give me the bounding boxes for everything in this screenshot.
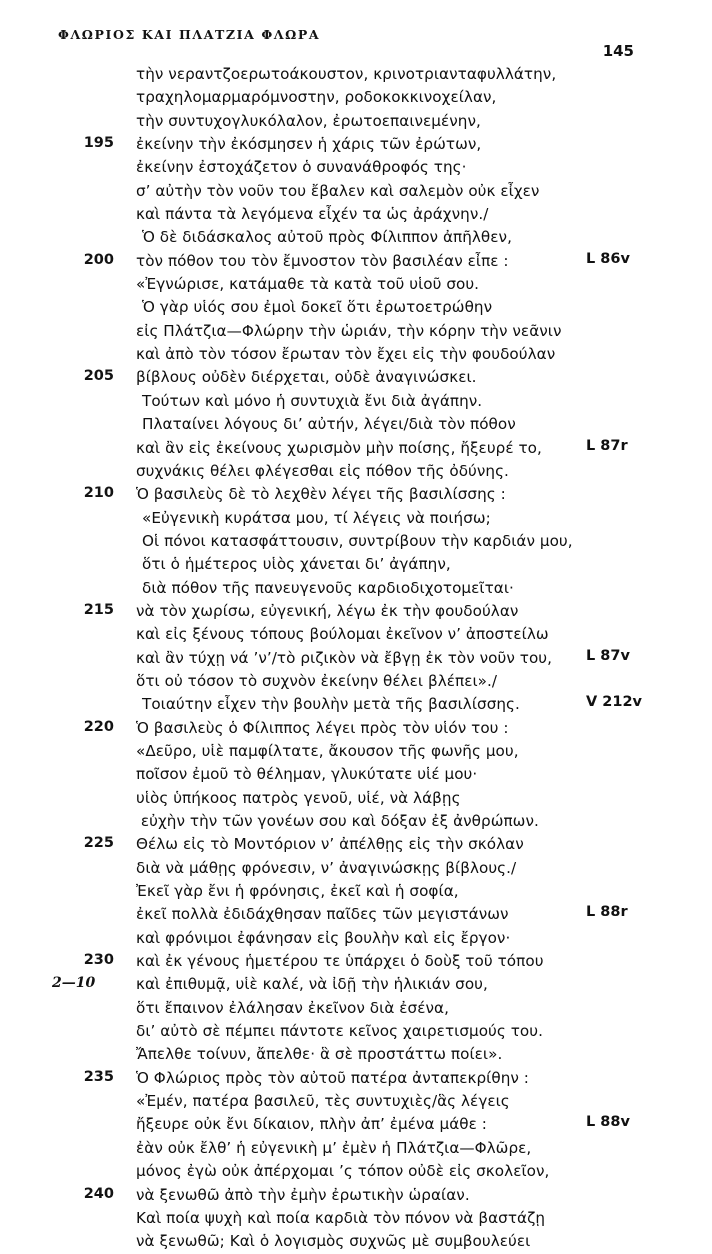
verse-line: [0, 950, 712, 973]
verse-text: καὶ ἂν τύχῃ νά ’ν’/τὸ ριζικὸν νὰ ἔβγῃ ἐκ τὸν νοῦν του,: [136, 648, 553, 667]
verse-text: τὸν πόθον του τὸν ἔμνοστον τὸν βασιλέαν εἶπε :: [136, 251, 509, 270]
verse-line: [0, 250, 712, 273]
verse-text: καὶ ἐκ γένους ἡμετέρου τε ὑπάρχει ὁ δοὺξ τοῦ τόπου: [136, 952, 544, 971]
verse-line: [0, 110, 712, 133]
verse-text: καὶ ἐπιθυμᾷ, υἱὲ καλέ, νὰ ἰδῇ τὴν ἡλικιάν σου,: [136, 975, 488, 994]
verse-line: [0, 226, 712, 249]
verse-text: σ’ αὐτὴν τὸν νοῦν του ἔβαλεν καὶ σαλεμὸν οὐκ εἶχεν: [136, 181, 540, 200]
verse-text: τὴν συντυχογλυκόλαλον, ἐρωτοεπαινεμένην,: [136, 111, 481, 130]
verse-text: υἱὸς ὑπήκοος πατρὸς γενοῦ, υἱέ, νὰ λάβῃς: [136, 788, 461, 807]
verse-text: νὰ ξενωθῶ ἀπὸ τὴν ἐμὴν ἐρωτικὴν ὡραίαν.: [136, 1185, 470, 1204]
manuscript-siglum: V 212v: [586, 694, 642, 711]
verse-text: διὰ πόθον τῆς πανευγενοῦς καρδιοδιχοτομεῖται·: [142, 578, 514, 597]
verse-text: Ὁ βασιλεὺς ὁ Φίλιππος λέγει πρὸς τὸν υἱόν του :: [136, 718, 509, 737]
verse-line: [0, 647, 712, 670]
verse-line: [0, 1067, 712, 1090]
verse-line: [0, 670, 712, 693]
verse-line: [0, 320, 712, 343]
manuscript-siglum: L 88r: [586, 904, 628, 921]
line-number: 220: [83, 718, 114, 735]
verse-text: ὅτι οὐ τόσον τὸ συχνὸν ἐκείνην θέλει βλέπει»./: [136, 671, 498, 690]
verse-line: [0, 903, 712, 926]
line-number: 225: [83, 835, 114, 852]
verse-line: [0, 1230, 712, 1253]
verse-text: ἐκεῖ πολλὰ ἐδιδάχθησαν παῖδες τῶν μεγιστάνων: [136, 905, 509, 924]
verse-line: [0, 973, 712, 996]
verse-text: Ἄπελθε τοίνυν, ἄπελθε· ἃ σὲ προστάττω ποίει».: [136, 1045, 503, 1064]
verse-text: ἐκείνην τὴν ἐκόσμησεν ἡ χάρις τῶν ἐρώτων,: [136, 135, 482, 154]
verse-text: καὶ φρόνιμοι ἐφάνησαν εἰς βουλὴν καὶ εἰς ἔργον·: [136, 928, 511, 947]
verse-line: [0, 63, 712, 86]
line-number: 235: [83, 1068, 114, 1085]
verse-line: [0, 483, 712, 506]
verse-line: [0, 1043, 712, 1066]
verse-line: [0, 460, 712, 483]
verse-text: συχνάκις θέλει φλέγεσθαι εἰς πόθον τῆς ὀδύνης.: [136, 461, 509, 480]
verse-line: [0, 156, 712, 179]
verse-line: [0, 1207, 712, 1230]
verse-text: τραχηλομαρμαρόμνοστην, ροδοκοκκινοχείλαν,: [136, 88, 497, 107]
verse-text: καὶ πάντα τὰ λεγόμενα εἶχέν τα ὡς ἀράχνην./: [136, 205, 489, 224]
verse-text: Πλαταίνει λόγους δι’ αὐτήν, λέγει/διὰ τὸν πόθον: [142, 415, 516, 434]
verse-line: [0, 1184, 712, 1207]
verse-text: τὴν νεραντζοερωτοάκουστον, κρινοτριανταφυλλάτην,: [136, 65, 557, 83]
line-number: 205: [83, 368, 114, 385]
verse-text: διὰ νὰ μάθῃς φρόνεσιν, ν’ ἀναγινώσκῃς βίβλους./: [136, 858, 517, 877]
verse-text: «Ἐμέν, πατέρα βασιλεῦ, τὲς συντυχιὲς/ἃς λέγεις: [136, 1092, 510, 1111]
verse-line: [0, 507, 712, 530]
verse-text: «Ἐγνώρισε, κατάμαθε τὰ κατὰ τοῦ υἱοῦ σου.: [136, 275, 480, 294]
verse-line: [0, 413, 712, 436]
verse-text: μόνος ἐγὼ οὐκ ἀπέρχομαι ’ς τόπον οὐδὲ εἰς σκολεῖον,: [136, 1162, 550, 1181]
page-number: 145: [602, 42, 634, 60]
verse-line: [0, 180, 712, 203]
line-number: 210: [83, 485, 114, 502]
verse-text: νὰ ξενωθῶ; Καὶ ὁ λογισμὸς συχνῶς μὲ συμβουλεύει: [136, 1232, 531, 1251]
line-number: 230: [83, 952, 114, 969]
manuscript-siglum: L 88v: [586, 1114, 630, 1131]
line-number: 195: [83, 135, 114, 152]
manuscript-siglum: L 87v: [586, 647, 630, 664]
line-number: 215: [83, 601, 114, 618]
verse-text: ἐκείνην ἐστοχάζετον ὁ συνανάθροφός της·: [136, 158, 467, 177]
line-number: 240: [83, 1185, 114, 1202]
verse-text: ἐὰν οὐκ ἔλθ’ ἡ εὐγενικὴ μ’ ἐμὲν ἡ Πλάτζια—Φλῶρε,: [136, 1138, 532, 1157]
verse-line: [0, 857, 712, 880]
verse-line: [0, 880, 712, 903]
verse-text: ἤξευρε οὐκ ἔνι δίκαιον, πλὴν ἀπ’ ἐμένα μάθε :: [136, 1115, 487, 1134]
verse-text: Τοιαύτην εἶχεν τὴν βουλὴν μετὰ τῆς βασιλίσσης.: [142, 695, 520, 714]
verse-line: [0, 366, 712, 389]
verse-text: Θέλω εἰς τὸ Μοντόριον ν’ ἀπέλθῃς εἰς τὴν σκόλαν: [136, 835, 524, 854]
verse-line: [0, 927, 712, 950]
verse-line: [0, 693, 712, 716]
verse-line: [0, 273, 712, 296]
verse-line: [0, 133, 712, 156]
verse-line: [0, 600, 712, 623]
verse-text: Τούτων καὶ μόνο ἡ συντυχιὰ ἔνι διὰ ἀγάπην.: [142, 391, 483, 410]
verse-line: [0, 437, 712, 460]
verse-text: Ὁ Φλώριος πρὸς τὸν αὐτοῦ πατέρα ἀνταπεκρίθην :: [136, 1068, 529, 1087]
verse-line: [0, 343, 712, 366]
verse-text: Οἱ πόνοι κατασφάττουσιν, συντρίβουν τὴν καρδιάν μου,: [142, 531, 573, 550]
verse-line: [0, 740, 712, 763]
manuscript-siglum: L 87r: [586, 437, 628, 454]
verse-text: Ἐκεῖ γὰρ ἔνι ἡ φρόνησις, ἐκεῖ καὶ ἡ σοφία,: [136, 882, 459, 901]
signature-mark: 2—10: [52, 975, 96, 991]
verse-line: [0, 810, 712, 833]
verse-line: [0, 1020, 712, 1043]
verse-line: [0, 1090, 712, 1113]
verse-line: [0, 530, 712, 553]
verse-block: [0, 63, 712, 1254]
verse-text: καὶ εἰς ξένους τόπους βούλομαι ἐκεῖνον ν’ ἀποστείλω: [136, 625, 549, 644]
verse-text: Καὶ ποία ψυχὴ καὶ ποία καρδιὰ τὸν πόνον νὰ βαστάζῃ: [136, 1208, 546, 1227]
verse-text: εὐχὴν τὴν τῶν γονέων σου καὶ δόξαν ἐξ ἀνθρώπων.: [136, 812, 539, 830]
verse-line: [0, 296, 712, 319]
verse-text: ὅτι ἔπαινον ἐλάλησαν ἐκεῖνον διὰ ἐσένα,: [136, 998, 449, 1017]
verse-text: Ὁ δὲ διδάσκαλος αὐτοῦ πρὸς Φίλιππον ἀπῆλθεν,: [142, 228, 512, 247]
verse-line: [0, 763, 712, 786]
verse-line: [0, 623, 712, 646]
verse-line: [0, 1137, 712, 1160]
verse-line: [0, 577, 712, 600]
verse-text: ὅτι ὁ ἡμέτερος υἱὸς χάνεται δι’ ἀγάπην,: [142, 555, 451, 574]
verse-line: [0, 86, 712, 109]
verse-line: [0, 1113, 712, 1136]
verse-line: [0, 553, 712, 576]
verse-line: [0, 833, 712, 856]
verse-text: Ὁ βασιλεὺς δὲ τὸ λεχθὲν λέγει τῆς βασιλίσσης :: [136, 485, 506, 504]
running-head: ΦΛΩΡΙΟΣ ΚΑΙ ΠΛΑΤΖΙΑ ΦΛΩΡΑ: [58, 27, 321, 42]
verse-line: [0, 787, 712, 810]
verse-line: [0, 997, 712, 1020]
verse-text: εἰς Πλάτζια—Φλώρην τὴν ὡριάν, τὴν κόρην τὴν νεᾶνιν: [136, 321, 562, 340]
verse-text: καὶ ἂν εἰς ἐκείνους χωρισμὸν μὴν ποίσης, ἤξευρέ το,: [136, 438, 542, 457]
verse-text: δι’ αὐτὸ σὲ πέμπει πάντοτε κεῖνος χαιρετισμούς του.: [136, 1022, 543, 1041]
verse-text: ποῖσον ἐμοῦ τὸ θέλημαν, γλυκύτατε υἱέ μου·: [136, 765, 478, 784]
verse-text: βίβλους οὐδὲν διέρχεται, οὐδὲ ἀναγινώσκει.: [136, 368, 477, 387]
verse-text: Ὁ γὰρ υἱός σου ἐμοὶ δοκεῖ ὅτι ἐρωτοετρώθην: [142, 298, 493, 317]
verse-text: «Εὐγενικὴ κυράτσα μου, τί λέγεις νὰ ποιήσω;: [142, 508, 491, 527]
verse-line: [0, 203, 712, 226]
verse-line: [0, 1160, 712, 1183]
verse-text: «Δεῦρο, υἱὲ παμφίλτατε, ἄκουσον τῆς φωνῆς μου,: [136, 741, 519, 760]
verse-text: καὶ ἀπὸ τὸν τόσον ἔρωταν τὸν ἔχει εἰς τὴν φουδούλαν: [136, 345, 556, 364]
verse-text: νὰ τὸν χωρίσω, εὐγενική, λέγω ἐκ τὴν φουδούλαν: [136, 601, 519, 620]
verse-line: [0, 390, 712, 413]
line-number: 200: [83, 251, 114, 268]
manuscript-siglum: L 86v: [586, 250, 630, 267]
verse-line: [0, 717, 712, 740]
